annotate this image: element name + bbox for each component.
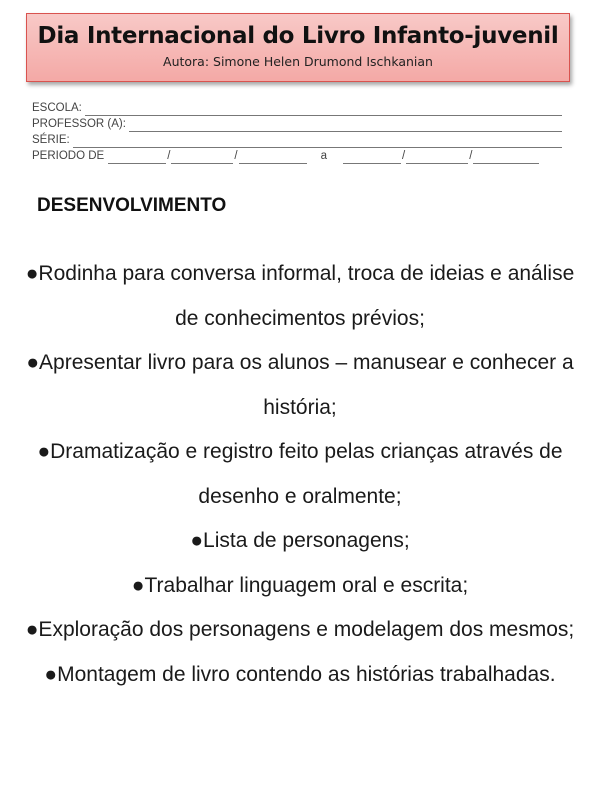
school-row: [32, 100, 562, 116]
list-item: ●Trabalhar linguagem oral e escrita;: [131, 573, 469, 597]
period-end-day-blank[interactable]: [343, 153, 401, 164]
section-heading: DESENVOLVIMENTO: [37, 195, 227, 216]
period-start-day-blank[interactable]: [108, 153, 166, 164]
school-label: ESCOLA:: [32, 102, 82, 114]
period-separator: a: [320, 150, 328, 162]
list-item: ●Rodinha para conversa informal, troca de ideias e análise de conhecimentos prévios;: [25, 262, 575, 330]
date-slash: /: [234, 150, 238, 162]
teacher-row: [32, 116, 562, 132]
list-item: ●Exploração dos personagens e modelagem dos mesmos;: [25, 618, 575, 641]
page-title: Dia Internacional do Livro Infanto-juvenil: [37, 23, 559, 49]
list-item: ●Montagem de livro contendo as histórias trabalhadas.: [44, 662, 556, 686]
date-slash: /: [167, 150, 171, 162]
period-label: PERIODO DE: [32, 150, 105, 162]
list-item: ●Dramatização e registro feito pelas crianças através de desenho e oralmente;: [37, 440, 563, 508]
list-item: ●Apresentar livro para os alunos – manusear e conhecer a história;: [26, 351, 574, 419]
teacher-label: PROFESSOR (A):: [32, 118, 126, 130]
title-banner: [26, 13, 570, 82]
author-line: Autora: Simone Helen Drumond Ischkanian: [163, 54, 433, 69]
school-blank[interactable]: [85, 105, 562, 116]
teacher-blank[interactable]: [129, 121, 562, 132]
date-slash: /: [469, 150, 473, 162]
activity-list: [20, 252, 580, 697]
date-slash: /: [402, 150, 406, 162]
period-end-month-blank[interactable]: [406, 153, 468, 164]
period-row: [32, 148, 562, 164]
grade-label: SÉRIE:: [32, 134, 70, 146]
grade-row: [32, 132, 562, 148]
period-start-month-blank[interactable]: [171, 153, 233, 164]
period-start-year-blank[interactable]: [239, 153, 307, 164]
list-item: ●Lista de personagens;: [190, 529, 410, 552]
grade-blank[interactable]: [73, 137, 562, 148]
period-end-year-blank[interactable]: [473, 153, 539, 164]
student-info-form: [32, 100, 562, 164]
